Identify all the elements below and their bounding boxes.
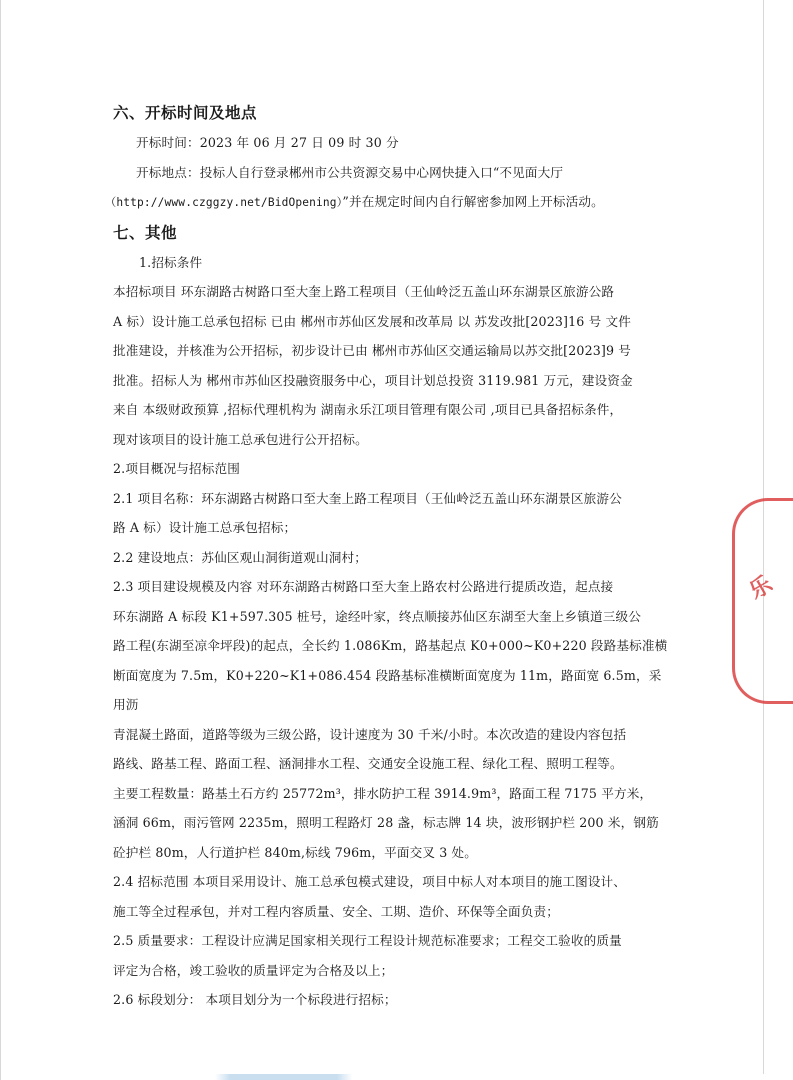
sub1-line-6: 现对该项目的设计施工总承包进行公开招标。	[113, 431, 368, 447]
bid-opening-place-cont	[105, 187, 673, 218]
sub1-line-5: 来自 本级财政预算 ,招标代理机构为 湖南永乐江项目管理有限公司 ,项目已具备招标条件，	[113, 402, 623, 417]
section-6-heading: 六、开标时间及地点	[113, 104, 258, 122]
bid-opening-time: 开标时间：2023 年 06 月 27 日 09 时 30 分	[136, 135, 399, 150]
item-2-6: 2.6 标段划分： 本项目划分为一个标段进行招标；	[113, 992, 397, 1007]
item-2-3-line-4: 断面宽度为 7.5m，K0+220~K1+086.454 段路基标准横断面宽度为 11m，路面宽 6.5m，采用沥	[113, 667, 662, 712]
sub1-title: 1.招标条件	[139, 254, 203, 270]
sub1-line-2: A 标）设计施工总承包招标 已由 郴州市苏仙区发展和改革局 以 苏发改批[2023]16 号 文件	[113, 313, 631, 329]
bid-opening-url: （http://www.czggzy.net/BidOpening）	[105, 196, 343, 209]
stamp-char: 乐	[745, 571, 777, 605]
red-seal-stamp	[732, 498, 793, 704]
sub1-line-4: 批准。招标人为 郴州市苏仙区投融资服务中心，项目计划总投资 3119.981 万元，建设资金	[113, 372, 633, 388]
item-2-2: 2.2 建设地点：苏仙区观山洞街道观山洞村；	[113, 549, 368, 565]
bid-opening-place: 开标地点：投标人自行登录郴州市公共资源交易中心网快捷入口“不见面大厅	[136, 164, 564, 180]
item-2-4-line-2: 施工等全过程承包，并对工程内容质量、安全、工期、造价、环保等全面负责；	[113, 903, 560, 919]
bid-opening-place-rest: ”并在规定时间内自行解密参加网上开标活动。	[342, 194, 604, 209]
item-2-4-line-1: 2.4 招标范围 本项目采用设计、施工总承包模式建设，项目中标人对本项目的施工图设计、	[113, 874, 627, 889]
item-2-3-line-9: 砼护栏 80m，人行道护栏 840m,标线 796m，平面交叉 3 处。	[113, 844, 478, 860]
item-2-3-line-3: 路工程(东湖至凉伞坪段)的起点，全长约 1.086Km，路基起点 K0+000~K0+220 段路基标准横	[113, 638, 668, 653]
section-7-heading: 七、其他	[113, 223, 178, 242]
item-2-3-line-7: 主要工程数量：路基土石方约 25772m³，排水防护工程 3914.9m³，路面工程 7175 平方米，	[113, 785, 653, 801]
item-2-5-line-2: 评定为合格，竣工验收的质量评定为合格及以上；	[113, 962, 394, 978]
item-2-3-line-6: 路线、路基工程、路面工程、涵洞排水工程、交通安全设施工程、绿化工程、照明工程等。	[113, 756, 623, 771]
item-2-3-line-1: 2.3 项目建设规模及内容 对环东湖路古树路口至大奎上路农村公路进行提质改造，起点接	[113, 579, 614, 594]
item-2-3-line-5: 青混凝土路面，道路等级为三级公路，设计速度为 30 千米/小时。本次改造的建设内容包括	[113, 726, 627, 742]
sub2-title: 2.项目概况与招标范围	[113, 461, 241, 476]
bottom-scroll-strip	[1, 1074, 765, 1080]
sub1-line-3: 批准建设，并核准为公开招标，初步设计已由 郴州市苏仙区交通运输局以苏交批[2023]9 号	[113, 343, 632, 358]
document-body	[105, 98, 673, 1015]
item-2-1-line-1: 2.1 项目名称：环东湖路古树路口至大奎上路工程项目（王仙岭泛五盖山环东湖景区旅游公	[113, 490, 622, 506]
sub1-line-1: 本招标项目 环东湖路古树路口至大奎上路工程项目（王仙岭泛五盖山环东湖景区旅游公路	[113, 284, 615, 299]
item-2-5-line-1: 2.5 质量要求：工程设计应满足国家相关现行工程设计规范标准要求；工程交工验收的质量	[113, 933, 622, 948]
item-2-3-line-2: 环东湖路 A 标段 K1+597.305 桩号，途经叶家，终点顺接苏仙区东湖至大奎上乡镇道三级公	[113, 608, 641, 624]
item-2-1-line-2: 路 A 标）设计施工总承包招标；	[113, 520, 297, 535]
item-2-3-line-8: 涵洞 66m，雨污管网 2235m，照明工程路灯 28 盏，标志牌 14 块，波形钢护栏 200 米，钢筋	[113, 815, 659, 830]
